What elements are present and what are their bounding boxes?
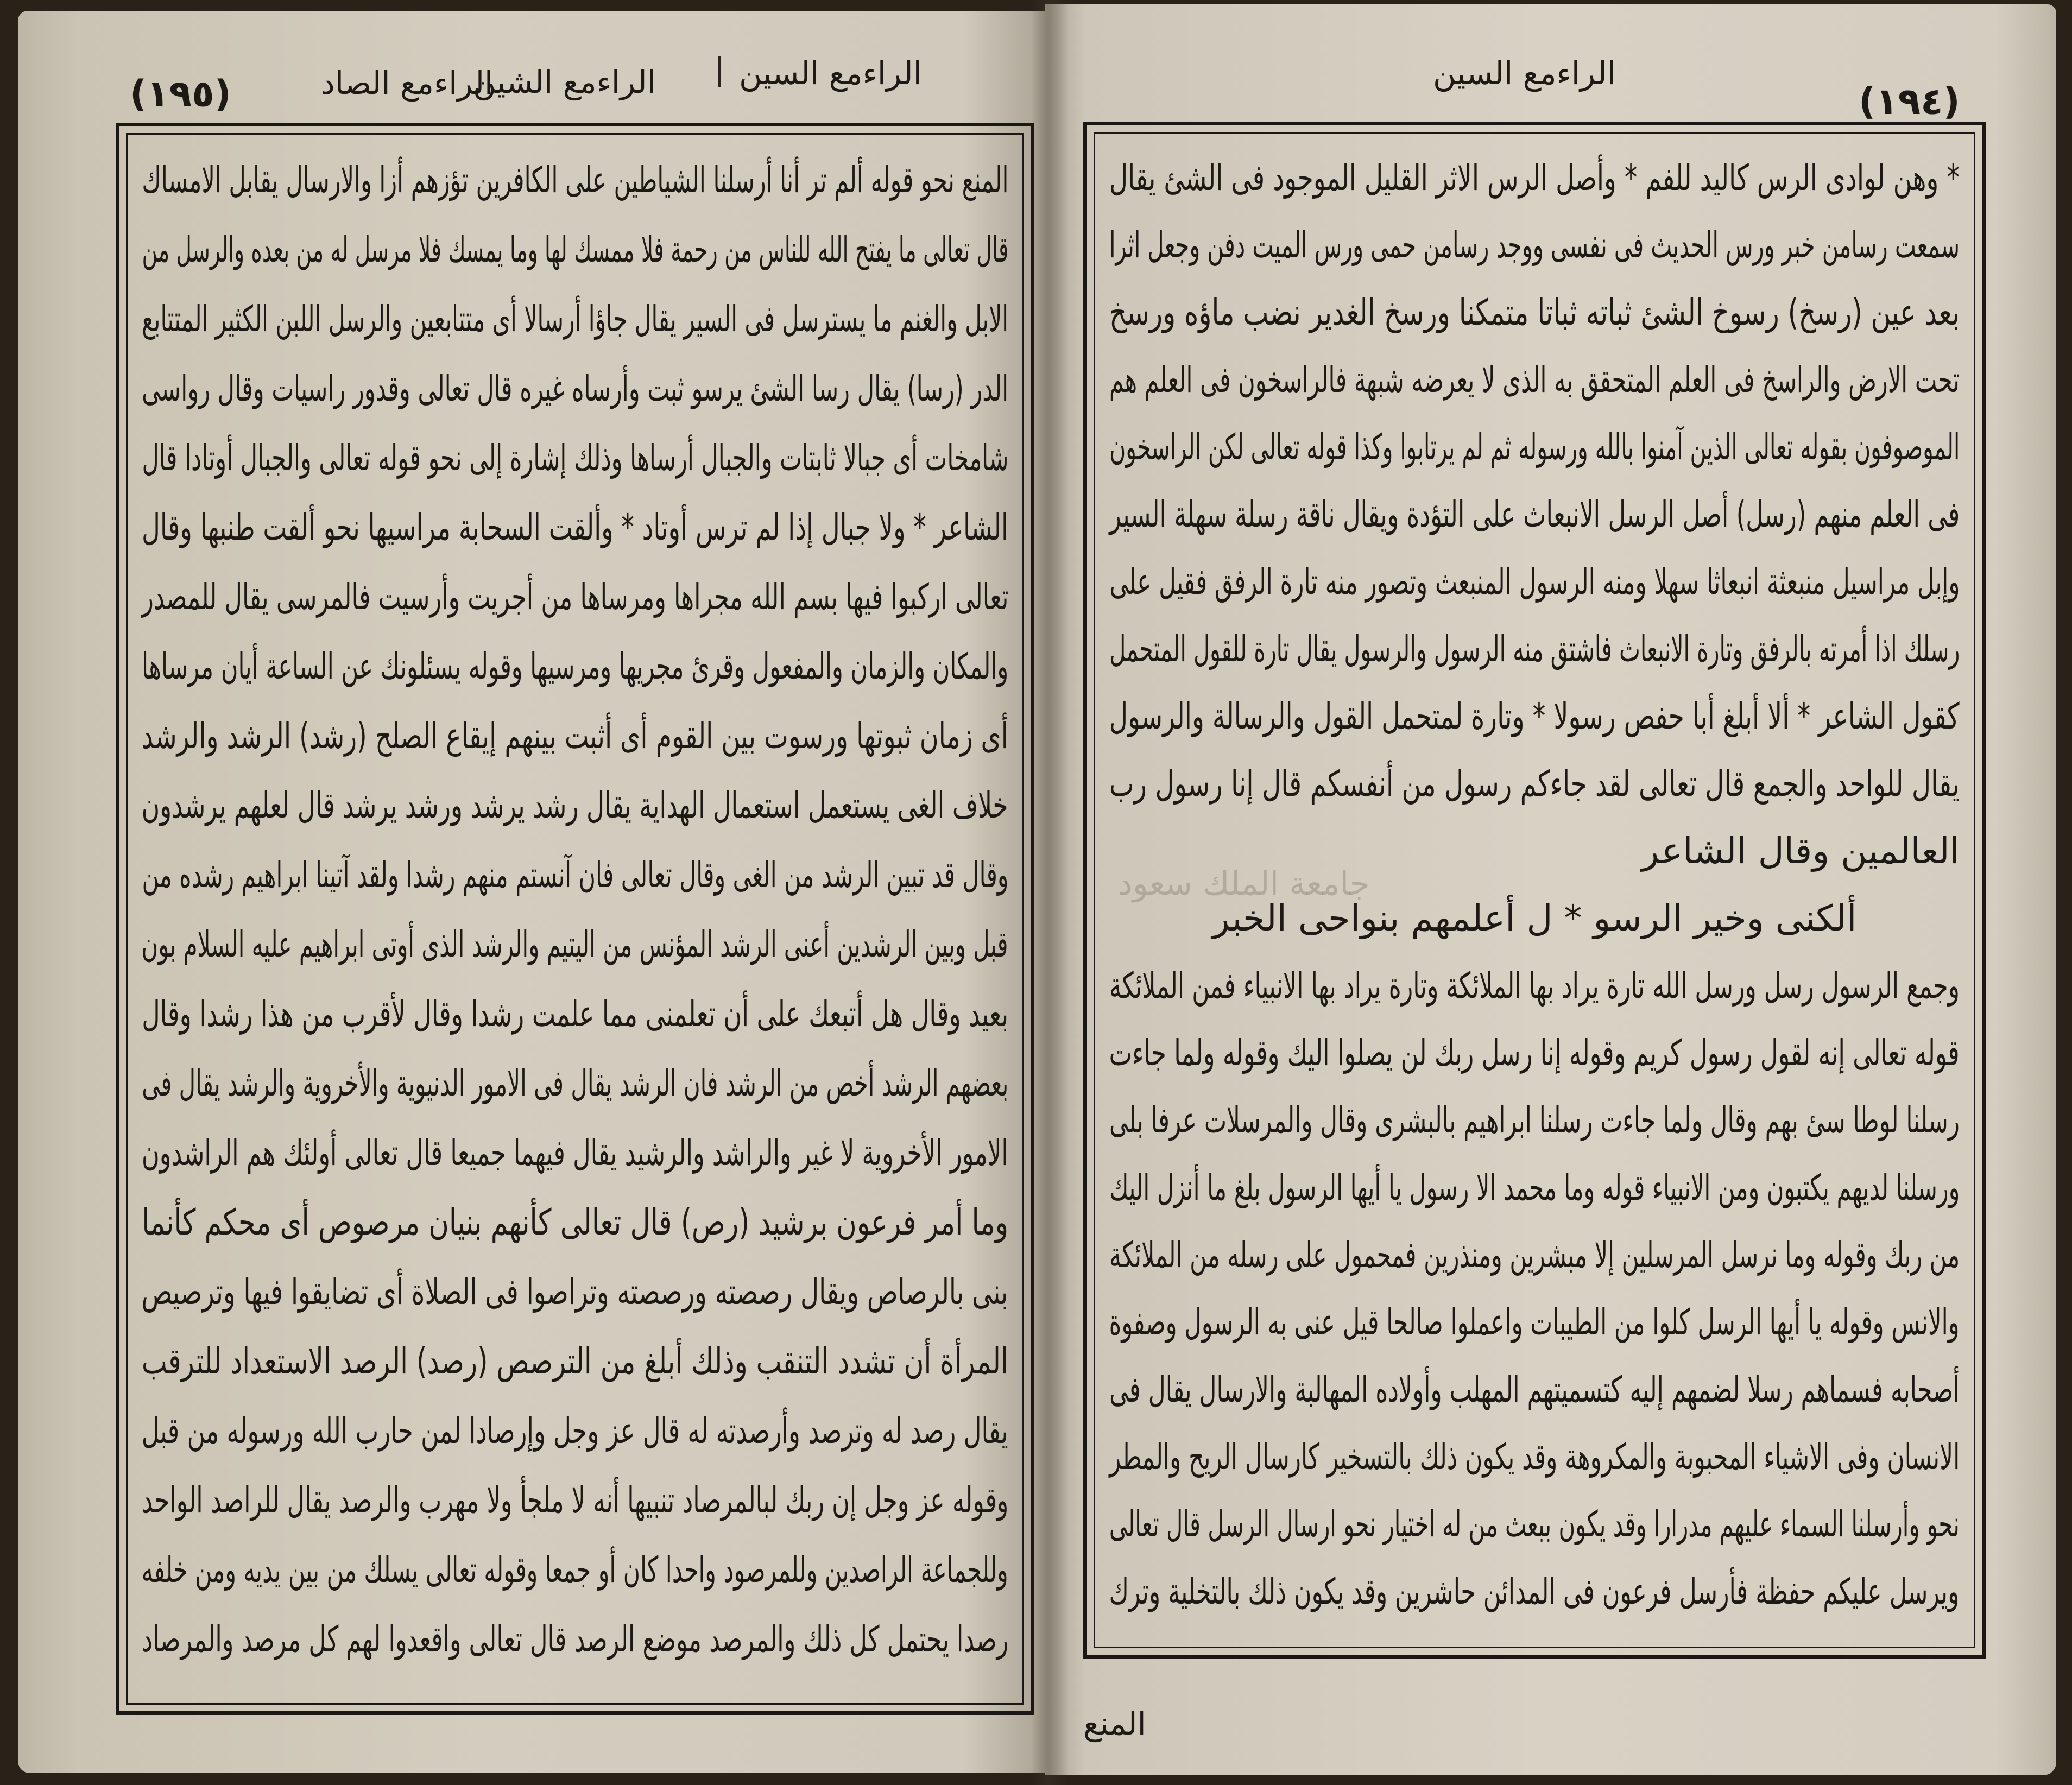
left-header-rad: الراءمع الصاد [321, 65, 494, 102]
line-text: تحت الارض والراسخ فى العلم المتحقق به الذى لا يعرضه شبهة فالراسخون فى العلم هم [1110, 359, 1960, 401]
line-text: قال تعالى ما يفتح الله للناس من رحمة فلا ممسك لها وما يمسك فلا مرسل له من بعده والرسل من [142, 229, 1009, 270]
line-text: وإبل مراسيل منبعثة انبعاثا سهلا ومنه الرسول المنبعث وتصور منه تارة الرفق فقيل على [1110, 561, 1960, 603]
line-text: نحو وأرسلنا السماء عليهم مدرارا وقد يكون ببعث من له اختيار نحو ارسال الرسل قال تعالى [1110, 1503, 1960, 1545]
text-line [1110, 414, 1960, 481]
line-text: بعيد وقال هل أتبعك على أن تعلمنى مما علمت رشدا وقال لأقرب من هذا رشدا وقال [142, 993, 1009, 1035]
text-line [1110, 1491, 1960, 1558]
line-text: الابل والغنم ما يسترسل فى السير يقال جاؤا أرسالا أى متتابعين والرسل اللبن الكثير المتتابع [142, 298, 1009, 340]
line-text: الامور الأخروية لا غير والراشد والرشيد يقال فيهما جميعا قال تعالى أولئك هم الراشدون [142, 1132, 1009, 1174]
catchword: المنع [1084, 1705, 1147, 1742]
text-line [1110, 616, 1960, 683]
line-text: ورسلنا لديهم يكتبون ومن الانبياء قوله وما محمد الا رسول يا أيها الرسول بلغ ما أنزل اليك [1109, 1167, 1960, 1208]
line-text: شامخات أى جبالا ثابتات والجبال أرساها وذلك إشارة إلى نحو قوله تعالى والجبال أوتادا قال [142, 437, 1009, 479]
text-line [1110, 683, 1960, 750]
left-header-sin: الراءمع السين [740, 55, 923, 92]
line-text: * وهن لوادى الرس كاليد للفم * وأصل الرس الاثر القليل الموجود فى الشئ يقال [1110, 157, 1960, 199]
text-line [1110, 750, 1960, 818]
text-line [1110, 1558, 1960, 1625]
line-text: وقوله عز وجل إن ربك لبالمرصاد تنبيها أنه لا ملجأ ولا مهرب والرصد يقال للراصد الواحد [142, 1479, 1009, 1521]
line-text: وللجماعة الراصدين وللمرصود واحدا كان أو جمعا وقوله تعالى يسلك من بين يديه ومن خلفه [142, 1549, 1009, 1591]
line-text: بنى بالرصاص ويقال رصصته ورصصته وتراصوا فى الصلاة أى تضايقوا فيها وترصيص [142, 1271, 1009, 1313]
text-line [142, 840, 1009, 910]
poem-text: ألكنى وخير الرسو * ل أعلمهم بنواحى الخبر [1212, 897, 1858, 939]
line-text: رسلنا لوطا سئ بهم وقال ولما جاءت رسلنا ابراهيم بالبشرى وقال والمرسلات عرفا بلى [1110, 1099, 1960, 1141]
line-text: من ربك وقوله وما نرسل المرسلين إلا مبشرين ومنذرين فمحمول على رسله من الملائكة [1110, 1234, 1960, 1276]
line-text: والانس وقوله يا أيها الرسل كلوا من الطيبات واعملوا صالحا قيل عنى به الرسول وصفوة [1110, 1301, 1960, 1343]
header-separator [719, 56, 721, 87]
line-text: الشاعر * ولا جبال إذا لم ترس أوتاد * وألقت السحابة مراسيها نحو ألقت طنبها وقال [142, 507, 1009, 548]
text-line [1110, 1423, 1960, 1491]
line-text: ويرسل عليكم حفظة فأرسل فرعون فى المدائن حاشرين وقد يكون ذلك بالتخلية وترك [1110, 1571, 1960, 1612]
line-text: بعضهم الرشد أخص من الرشد فان الرشد يقال فى الامور الدنيوية والأخروية والرشد يقال فى [142, 1062, 1009, 1104]
line-text: المنع نحو قوله ألم تر أنا أرسلنا الشياطين على الكافرين تؤزهم أزا والارسال يقابل الامساك [142, 159, 1009, 201]
line-text: قبل وبين الرشدين أعنى الرشد المؤنس من اليتيم والرشد الذى أوتى ابراهيم عليه السلام بون [142, 923, 1009, 965]
line-text: العالمين وقال الشاعر [1642, 830, 1960, 872]
line-text: رصدا يحتمل كل ذلك والمرصد موضع الرصد قال تعالى واقعدوا لهم كل مرصد والمرصاد [142, 1618, 1009, 1660]
line-text: الموصوفون بقوله تعالى الذين آمنوا بالله ورسوله ثم لم يرتابوا وكذا قوله تعالى لكن الراسخون [1110, 426, 1960, 468]
line-text: المرأة أن تشدد التنقب وذلك أبلغ من الترصص (رصد) الرصد الاستعداد للترقب [142, 1340, 1009, 1382]
line-text: يقال للواحد والجمع قال تعالى لقد جاءكم رسول من أنفسكم قال إنا رسول رب [1110, 763, 1960, 805]
text-line [1110, 212, 1960, 279]
line-text: والمكان والزمان والمفعول وقرئ مجريها ومرسيها وقوله يسئلونك عن الساعة أيان مرساها [142, 645, 1009, 687]
line-text: وقال قد تبين الرشد من الغى وقال تعالى فان آنستم منهم رشدا ولقد آتينا ابراهيم رشده من [142, 854, 1009, 896]
line-text: بعد عين (رسخ) رسوخ الشئ ثباته ثباتا متمكنا ورسخ الغدير نضب ماؤه ورسخ [1110, 292, 1960, 333]
line-text: يقال رصد له وترصد وأرصدته له قال عز وجل وإرصادا لمن حارب الله ورسوله من قبل [142, 1410, 1009, 1452]
line-text: فى العلم منهم (رسل) أصل الرسل الانبعاث على التؤدة ويقال ناقة رسلة سهلة السير [1110, 493, 1960, 535]
line-text: وجمع الرسول رسل ورسل الله تارة يراد بها الملائكة وتارة يراد بها الانبياء فمن الملائكة [1110, 965, 1960, 1007]
left-page-number: (١٩٥) [130, 73, 232, 116]
text-line [1110, 1154, 1960, 1221]
text-line [1110, 279, 1960, 346]
text-line [1110, 1020, 1960, 1087]
line-text: كقول الشاعر * ألا أبلغ أبا حفص رسولا * وتارة لمتحمل القول والرسالة والرسول [1110, 695, 1960, 737]
text-line [1110, 548, 1960, 616]
library-watermark: جامعة الملك سعود [1119, 865, 1370, 903]
line-text: تعالى اركبوا فيها بسم الله مجراها ومرساها من أجريت وأرسيت فالمرسى يقال للمصدر [142, 576, 1009, 618]
text-line [1110, 1221, 1960, 1289]
line-text: أى زمان ثبوتها ورسوت بين القوم أى أثبت بينهم إيقاع الصلح (رشد) الرشد والرشد [142, 715, 1009, 757]
text-line [1110, 1087, 1960, 1154]
text-line [1110, 1356, 1960, 1423]
line-text: سمعت رسامن خبر ورس الحديث فى نفسى ووجد رسامن حمى ورس الميت دفن وجعل اثرا [1110, 224, 1960, 266]
right-page-number: (١٩٤) [1859, 80, 1961, 123]
line-text: أصحابه فسماهم رسلا لضمهم إليه كتسميتهم المهلب وأولاده المهالبة والارسال يقال فى [1110, 1369, 1960, 1410]
line-text: الانسان وفى الاشياء المحبوبة والمكروهة وقد يكون ذلك بالتسخير كارسال الريح والمطر [1110, 1436, 1960, 1478]
left-header-shin: الراءمع الشين [473, 64, 656, 100]
text-line [1110, 952, 1960, 1020]
line-text: قوله تعالى إنه لقول رسول كريم وقوله إنا رسل ربك لن يصلوا اليك وقوله ولما جاءت [1110, 1032, 1960, 1074]
line-text: خلاف الغى يستعمل استعمال الهداية يقال رشد يرشد ورشد يرشد قال لعلهم يرشدون [142, 784, 1009, 826]
right-header: الراءمع السين [1433, 55, 1616, 92]
line-text: وما أمر فرعون برشيد (رص) قال تعالى كأنهم بنيان مرصوص أى محكم كأنما [142, 1201, 1009, 1243]
text-line [1110, 1289, 1960, 1356]
text-line [1110, 346, 1960, 414]
text-line [1110, 144, 1960, 212]
line-text: الدر (رسا) يقال رسا الشئ يرسو ثبت وأرساه غيره قال تعالى وقدور راسيات وقال رواسى [142, 368, 1009, 409]
line-text: رسلك اذا أمرته بالرفق وتارة الانبعاث فاشتق منه الرسول والرسول يقال تارة للقول المتحمل [1110, 628, 1960, 670]
text-line [1110, 481, 1960, 548]
